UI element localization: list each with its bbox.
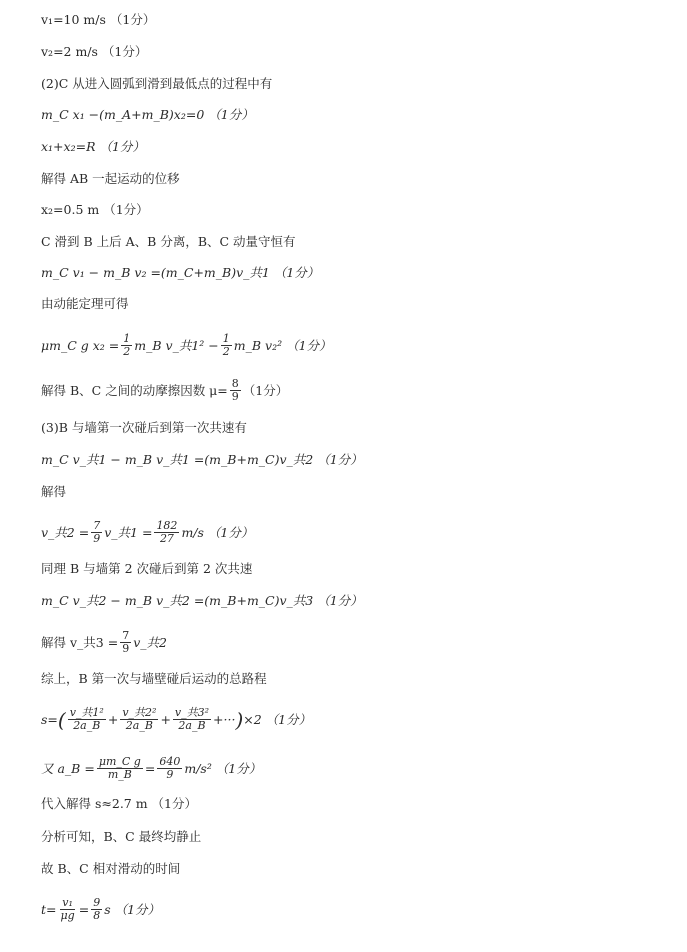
fraction-term3 xyxy=(173,707,211,732)
fraction-denominator: 2a_B xyxy=(73,719,101,732)
fraction-numerator: 7 xyxy=(122,629,130,642)
line-part3-heading: (3)B 与墙第一次碰后到第一次共速有 xyxy=(41,420,247,435)
fraction-numerator: μm_C g xyxy=(98,755,141,768)
line-momentum-equation: m_C x₁ −(m_A+m_B)x₂=0 （1分） xyxy=(41,107,254,122)
fraction-denominator: m_B xyxy=(107,768,132,781)
line-bc-momentum-equation: m_C v₁ − m_B v₂ =(m_C+m_B)v_共1 （1分） xyxy=(41,265,320,280)
fraction-denominator: 9 xyxy=(122,642,130,655)
line-v-common2 xyxy=(41,520,253,545)
fraction-numerator: v_共3² xyxy=(174,706,210,719)
vc3-left: 解得 v_共3 = xyxy=(41,634,119,650)
fraction-numerator: 8 xyxy=(231,377,239,390)
fraction-half-2 xyxy=(221,333,232,358)
fraction-half-1 xyxy=(121,333,132,358)
acc-unit: m/s² （1分） xyxy=(184,760,262,776)
line-time-equation xyxy=(41,897,160,922)
fraction-denominator: 2a_B xyxy=(125,719,153,732)
fraction-numerator: 182 xyxy=(156,519,178,532)
line-ab-displacement-text: 解得 AB 一起运动的位移 xyxy=(41,171,180,186)
fraction-denominator: 9 xyxy=(93,532,101,545)
fraction-v1-mug xyxy=(59,897,77,922)
time-unit-score: s （1分） xyxy=(104,901,161,917)
fraction-term2 xyxy=(120,707,158,732)
energy-eq-left: μm_C g x₂ = xyxy=(41,337,120,353)
fraction-denominator: 8 xyxy=(93,909,101,922)
fraction-acc-formula xyxy=(97,756,143,781)
line-x2-value: x₂=0.5 m （1分） xyxy=(41,202,149,217)
fraction-numerator: 1 xyxy=(222,332,230,345)
fraction-denominator: 9 xyxy=(166,768,174,781)
vc2-unit: m/s （1分） xyxy=(181,524,254,540)
line-first-collision-equation: m_C v_共1 − m_B v_共1 =(m_B+m_C)v_共2 （1分） xyxy=(41,452,363,467)
fraction-numerator: 7 xyxy=(93,519,101,532)
acc-left: 又 a_B = xyxy=(41,760,95,776)
vc2-mid: v_共1 = xyxy=(104,524,153,540)
line-second-collision-text: 同理 B 与墙第 2 次碰后到第 2 次共速 xyxy=(41,561,253,576)
friction-text: 解得 B、C 之间的动摩擦因数 μ= xyxy=(41,382,228,398)
vc2-left: v_共2 = xyxy=(41,524,90,540)
line-bc-momentum-text: C 滑到 B 上后 A、B 分离，B、C 动量守恒有 xyxy=(41,234,296,249)
line-solve-label: 解得 xyxy=(41,484,67,499)
line-displacement-sum: x₁+x₂=R （1分） xyxy=(41,139,145,154)
equals-sign: = xyxy=(78,901,90,917)
line-total-path-equation xyxy=(41,707,311,732)
vc3-right: v_共2 xyxy=(133,634,167,650)
left-paren: ( xyxy=(57,707,66,732)
friction-score: （1分） xyxy=(242,382,289,398)
line-acceleration xyxy=(41,756,261,781)
line-kinetic-theorem-text: 由动能定理可得 xyxy=(41,296,129,311)
fraction-denominator: 27 xyxy=(159,532,174,545)
times-two-score: ×2 （1分） xyxy=(243,711,312,727)
line-v-common3 xyxy=(41,630,167,655)
plus-sign: + xyxy=(160,711,171,727)
line-total-path-text: 综上，B 第一次与墙壁碰后运动的总路程 xyxy=(41,671,267,686)
fraction-seven-ninths xyxy=(91,520,102,545)
fraction-term1 xyxy=(68,707,106,732)
s-equals: s= xyxy=(41,711,58,727)
energy-eq-right: m_B v₂² （1分） xyxy=(233,337,332,353)
t-equals: t= xyxy=(41,901,57,917)
line-final-rest: 分析可知，B、C 最终均静止 xyxy=(41,829,202,844)
line-v1: v₁=10 m/s （1分） xyxy=(41,12,156,27)
fraction-denominator: μg xyxy=(60,909,75,922)
fraction-numerator: 1 xyxy=(123,332,131,345)
fraction-numerator: v_共1² xyxy=(69,706,104,719)
line-part2-heading: (2)C 从进入圆弧到滑到最低点的过程中有 xyxy=(41,76,273,91)
line-relative-slide-time-text: 故 B、C 相对滑动的时间 xyxy=(41,861,181,876)
fraction-182-27 xyxy=(154,520,179,545)
fraction-denominator: 2 xyxy=(123,345,131,358)
fraction-640-9 xyxy=(157,756,182,781)
fraction-9-8 xyxy=(91,897,102,922)
energy-eq-mid: m_B v_共1² − xyxy=(134,337,219,353)
line-friction-coefficient xyxy=(41,378,288,403)
fraction-numerator: v₁ xyxy=(62,896,73,909)
ellipsis: +··· xyxy=(213,711,236,727)
right-paren: ) xyxy=(235,707,244,732)
fraction-numerator: 640 xyxy=(159,755,181,768)
line-v2: v₂=2 m/s （1分） xyxy=(41,44,148,59)
fraction-numerator: 9 xyxy=(93,896,101,909)
fraction-denominator: 9 xyxy=(231,390,239,403)
line-second-collision-equation: m_C v_共2 − m_B v_共2 =(m_B+m_C)v_共3 （1分） xyxy=(41,593,363,608)
fraction-denominator: 2a_B xyxy=(178,719,206,732)
line-s-result: 代入解得 s≈2.7 m （1分） xyxy=(41,796,197,811)
plus-sign: + xyxy=(107,711,119,727)
fraction-seven-ninths-2 xyxy=(120,630,131,655)
line-energy-equation xyxy=(41,333,332,358)
fraction-mu xyxy=(230,378,241,403)
fraction-numerator: v_共2² xyxy=(122,706,157,719)
equals-sign: = xyxy=(144,760,156,776)
fraction-denominator: 2 xyxy=(222,345,230,358)
